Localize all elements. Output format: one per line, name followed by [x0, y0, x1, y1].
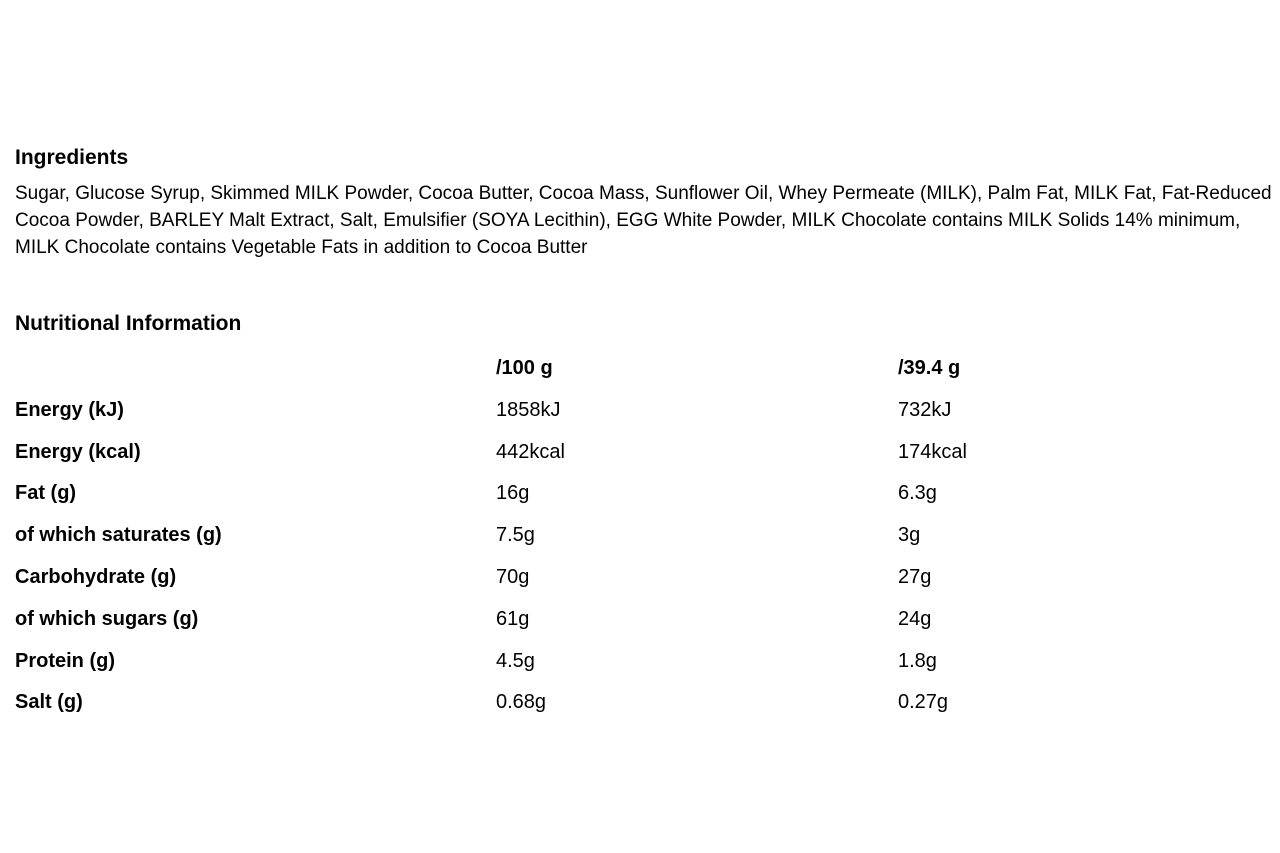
nutrient-per100-value: 0.68g [496, 691, 547, 714]
nutrition-row [15, 431, 1275, 473]
nutrient-label: Energy (kJ) [15, 398, 124, 421]
nutrition-header-row [15, 347, 1275, 389]
nutrition-row [15, 514, 1275, 556]
nutrition-table [15, 347, 1275, 723]
nutrient-label: Fat (g) [15, 482, 77, 505]
nutrient-per100-value: 16g [496, 482, 530, 505]
nutrient-per100-value: 1858kJ [496, 398, 561, 421]
nutrient-label: Salt (g) [15, 691, 83, 714]
nutrition-row [15, 556, 1275, 598]
nutrient-per-serving-value: 1.8g [898, 649, 937, 672]
nutrient-per100-value: 442kcal [496, 440, 565, 463]
nutrient-per100-value: 7.5g [496, 524, 535, 547]
nutrient-per-serving-value: 0.27g [898, 691, 949, 714]
ingredients-text: Sugar, Glucose Syrup, Skimmed MILK Powder, Cocoa Butter, Cocoa Mass, Sunflower Oil, Whey Permeate (MILK), Palm Fat, MILK Fat, Fat-Reduced Cocoa Powder, BARLEY Malt Extract, Salt, Emulsifier (SOYA Lecithin), EGG White Powder, MILK Chocolate contains MILK Solids 14% minimum, MILK Chocolate contains Vegetable Fats in addition to Cocoa Butter [15, 183, 1272, 258]
nutrition-header-per-serving: /39.4 g [898, 357, 961, 379]
ingredients-heading: Ingredients [15, 146, 129, 169]
nutrient-per-serving-value: 6.3g [898, 482, 937, 505]
nutrient-label: Protein (g) [15, 649, 115, 672]
nutrition-row [15, 681, 1275, 723]
nutrition-row [15, 389, 1275, 431]
nutrition-row [15, 472, 1275, 514]
nutrition-heading: Nutritional Information [15, 312, 242, 335]
nutrient-label: of which sugars (g) [15, 607, 199, 630]
nutrient-label: of which saturates (g) [15, 524, 222, 547]
nutrient-label: Energy (kcal) [15, 440, 141, 463]
nutrient-per-serving-value: 27g [898, 565, 932, 588]
nutrition-header-per100: /100 g [496, 357, 553, 379]
nutrition-row [15, 598, 1275, 640]
nutrient-per-serving-value: 174kcal [898, 440, 967, 463]
nutrient-per100-value: 4.5g [496, 649, 535, 672]
nutrient-per100-value: 61g [496, 607, 530, 630]
nutrient-per100-value: 70g [496, 565, 530, 588]
nutrition-row [15, 640, 1275, 682]
nutrient-per-serving-value: 24g [898, 607, 932, 630]
nutrient-per-serving-value: 732kJ [898, 398, 952, 421]
nutrient-per-serving-value: 3g [898, 524, 921, 547]
nutrient-label: Carbohydrate (g) [15, 565, 177, 588]
